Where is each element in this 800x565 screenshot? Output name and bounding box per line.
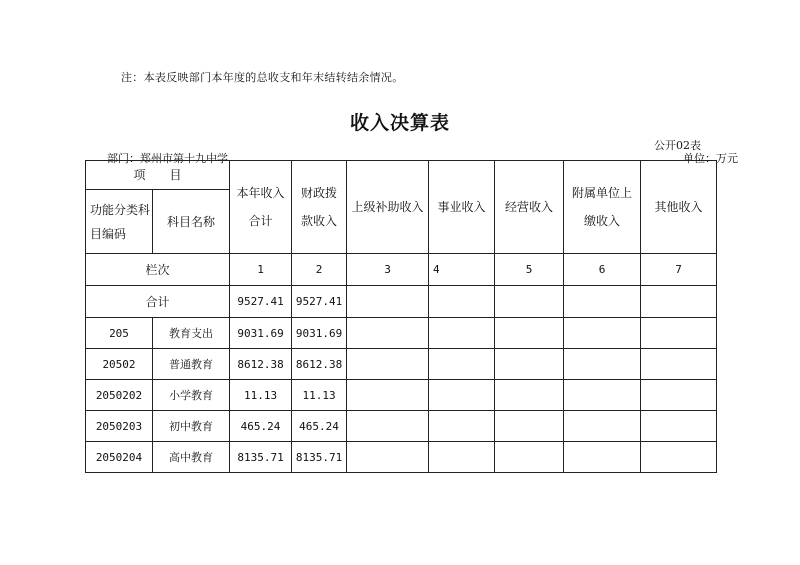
- header-business: 事业收入: [429, 161, 495, 254]
- total-income-value: 9527.41: [230, 286, 292, 318]
- column-index: 2: [292, 254, 347, 286]
- row-name: 小学教育: [153, 380, 230, 411]
- column-index-label: 栏次: [86, 254, 230, 286]
- table-row: [86, 318, 717, 349]
- row-name: 教育支出: [153, 318, 230, 349]
- row-name: 普通教育: [153, 349, 230, 380]
- column-index: 4: [429, 254, 495, 286]
- header-other: 其他收入: [641, 161, 717, 254]
- form-number: 公开02表: [654, 139, 701, 152]
- department-label: 部门：郑州市第十九中学: [107, 152, 228, 165]
- total-row: [86, 286, 717, 318]
- column-index: 6: [564, 254, 641, 286]
- row-total: 8135.71: [230, 442, 292, 473]
- row-code: 20502: [86, 349, 153, 380]
- column-index: 3: [347, 254, 429, 286]
- row-total: 9031.69: [230, 318, 292, 349]
- column-index: 1: [230, 254, 292, 286]
- income-table: [85, 160, 717, 473]
- footnote: 注：本表反映部门本年度的总收支和年末结转结余情况。: [121, 71, 404, 84]
- row-total: 465.24: [230, 411, 292, 442]
- column-index-row: [86, 254, 717, 286]
- row-fiscal: 8612.38: [292, 349, 347, 380]
- column-index: 7: [641, 254, 717, 286]
- row-code: 2050203: [86, 411, 153, 442]
- row-name: 高中教育: [153, 442, 230, 473]
- header-affiliated: 附属单位上缴收入: [564, 161, 641, 254]
- unit-label: 单位：万元: [683, 152, 738, 165]
- column-index: 5: [495, 254, 564, 286]
- row-name: 初中教育: [153, 411, 230, 442]
- total-label: 合计: [86, 286, 230, 318]
- header-operating: 经营收入: [495, 161, 564, 254]
- row-fiscal: 9031.69: [292, 318, 347, 349]
- header-total: 本年收入合计: [230, 161, 292, 254]
- table-row: [86, 442, 717, 473]
- row-fiscal: 8135.71: [292, 442, 347, 473]
- row-code: 2050204: [86, 442, 153, 473]
- table-row: [86, 411, 717, 442]
- row-code: 2050202: [86, 380, 153, 411]
- header-superior: 上级补助收入: [347, 161, 429, 254]
- row-total: 11.13: [230, 380, 292, 411]
- row-code: 205: [86, 318, 153, 349]
- row-fiscal: 465.24: [292, 411, 347, 442]
- header-item: 项 目: [86, 161, 230, 190]
- page-title: 收入决算表: [349, 112, 450, 134]
- total-fiscal-value: 9527.41: [292, 286, 347, 318]
- header-subject-name: 科目名称: [153, 190, 230, 254]
- header-fiscal: 财政拨款收入: [292, 161, 347, 254]
- table-row: [86, 349, 717, 380]
- row-total: 8612.38: [230, 349, 292, 380]
- table-row: [86, 380, 717, 411]
- header-func-code: 功能分类科目编码: [86, 190, 153, 254]
- row-fiscal: 11.13: [292, 380, 347, 411]
